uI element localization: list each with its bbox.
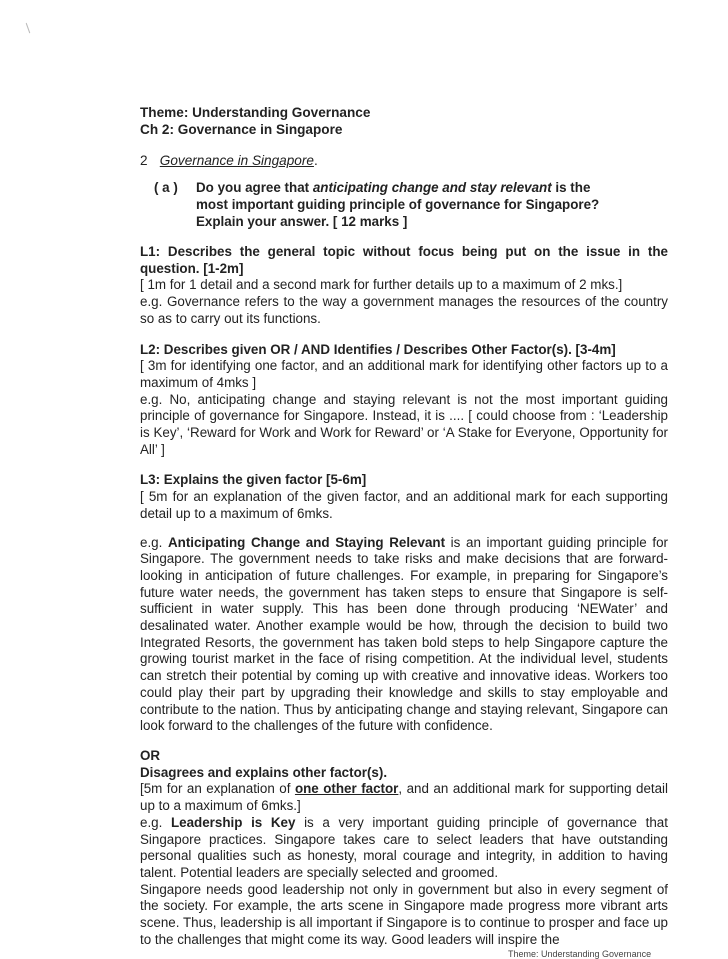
l3-example-bold: Anticipating Change and Staying Relevant	[167, 534, 446, 550]
l2-note: [ 3m for identifying one factor, and an additional mark for identifying other factors up to a maximum of 4mks ]	[140, 358, 668, 390]
section-period: .	[313, 153, 318, 168]
section-number: 2	[140, 153, 148, 168]
l1-heading: L1: Describes the general topic without focus being put on the issue in the question. [1-2m]	[140, 244, 668, 276]
l3-example-rest: is an important guiding principle for Singapore. The government needs to take risks and make decisions that are forward-looking in anticipation of future challenges. For example, in preparing for Singapore’s future water needs, the government has taken steps to ensure that Singapore is self-sufficient in water supply. This has been done through producing ‘NEWater’ and desalinated water. Another example would be how, through the decision to build two Integrated Resorts, the government has taken bold steps to help Singapore capture the growing tourist market in the face of rising competition. At the individual level, students can stretch their potential by coming up with creative and innovative ideas. Workers too could play their part by upgrading their knowledge and skills to stay employable and contribute to the nation. Thus by anticipating change and staying relevant, Singapore can look forward to the challenges of the future with confidence.	[140, 534, 668, 734]
scan-mark: /	[21, 20, 35, 36]
l3-example	[140, 535, 668, 735]
l3-heading: L3: Explains the given factor [5-6m]	[140, 472, 367, 488]
l2-example: e.g. No, anticipating change and staying relevant is not the most important guiding principle of governance for Singapore. Instead, it is .... [ could choose from : ‘Leadership is Key’, ‘Reward for Work and Work for Reward’ or ‘A Stake for Everyone, Opportunity for All’ ]	[140, 391, 668, 457]
l3-note: [ 5m for an explanation of the given factor, and an additional mark for each supporting detail up to a maximum of 6mks.	[140, 489, 668, 521]
question-emphasis: anticipating change and stay relevant	[312, 180, 552, 195]
alt-note	[140, 781, 668, 814]
l1-note: [ 1m for 1 detail and a second mark for further details up to a maximum of 2 mks.]	[140, 277, 623, 293]
theme-heading: Theme: Understanding Governance	[140, 105, 371, 120]
question-label: ( a )	[154, 180, 178, 195]
alt-example-prefix: e.g.	[140, 814, 171, 830]
alt-para2: Singapore needs good leadership not only in government but also in every segment of the society. For example, the arts scene in Singapore made progress more vibrant arts scene. Thus, leadership is all important if Singapore is to continue to prosper and face up to the challenges that might come its way. Good leaders will inspire the	[140, 881, 668, 947]
l2-heading: L2: Describes given OR / AND Identifies / Describes Other Factor(s). [3-4m]	[140, 341, 616, 357]
alt-example-bold: Leadership is Key	[170, 814, 296, 830]
alt-note-b: , and an additional mark for supporting detail up to a maximum of 6mks.]	[140, 781, 669, 814]
section-title: Governance in Singapore	[159, 153, 314, 168]
footer-text: Theme: Understanding Governance	[508, 949, 652, 959]
question-text	[196, 179, 626, 230]
alt-heading: Disagrees and explains other factor(s).	[140, 764, 388, 780]
question-intro: Do you agree that	[196, 180, 313, 195]
question-block	[154, 179, 668, 230]
l1-example: e.g. Governance refers to the way a government manages the resources of the country so as to carry out its functions.	[140, 294, 668, 326]
alt-note-a: [5m for an explanation of	[140, 781, 295, 797]
alt-example-rest: is a very important guiding principle of governance that Singapore practices. Singapore takes care to select leaders that have outstanding personal qualities such as honesty, moral courage and integrity, in addition to having talent. Potential leaders are specially selected and groomed.	[140, 814, 668, 880]
document-page	[140, 104, 668, 948]
chapter-heading: Ch 2: Governance in Singapore	[140, 122, 343, 137]
section-heading	[140, 152, 668, 169]
alt-example	[140, 815, 668, 882]
alt-note-underlined: one other factor	[294, 781, 399, 797]
l3-example-prefix: e.g.	[140, 534, 168, 550]
or-label: OR	[140, 747, 161, 763]
question-rest: is the most important guiding principle of governance for Singapore? Explain your answer. [ 12 marks ]	[196, 180, 600, 229]
